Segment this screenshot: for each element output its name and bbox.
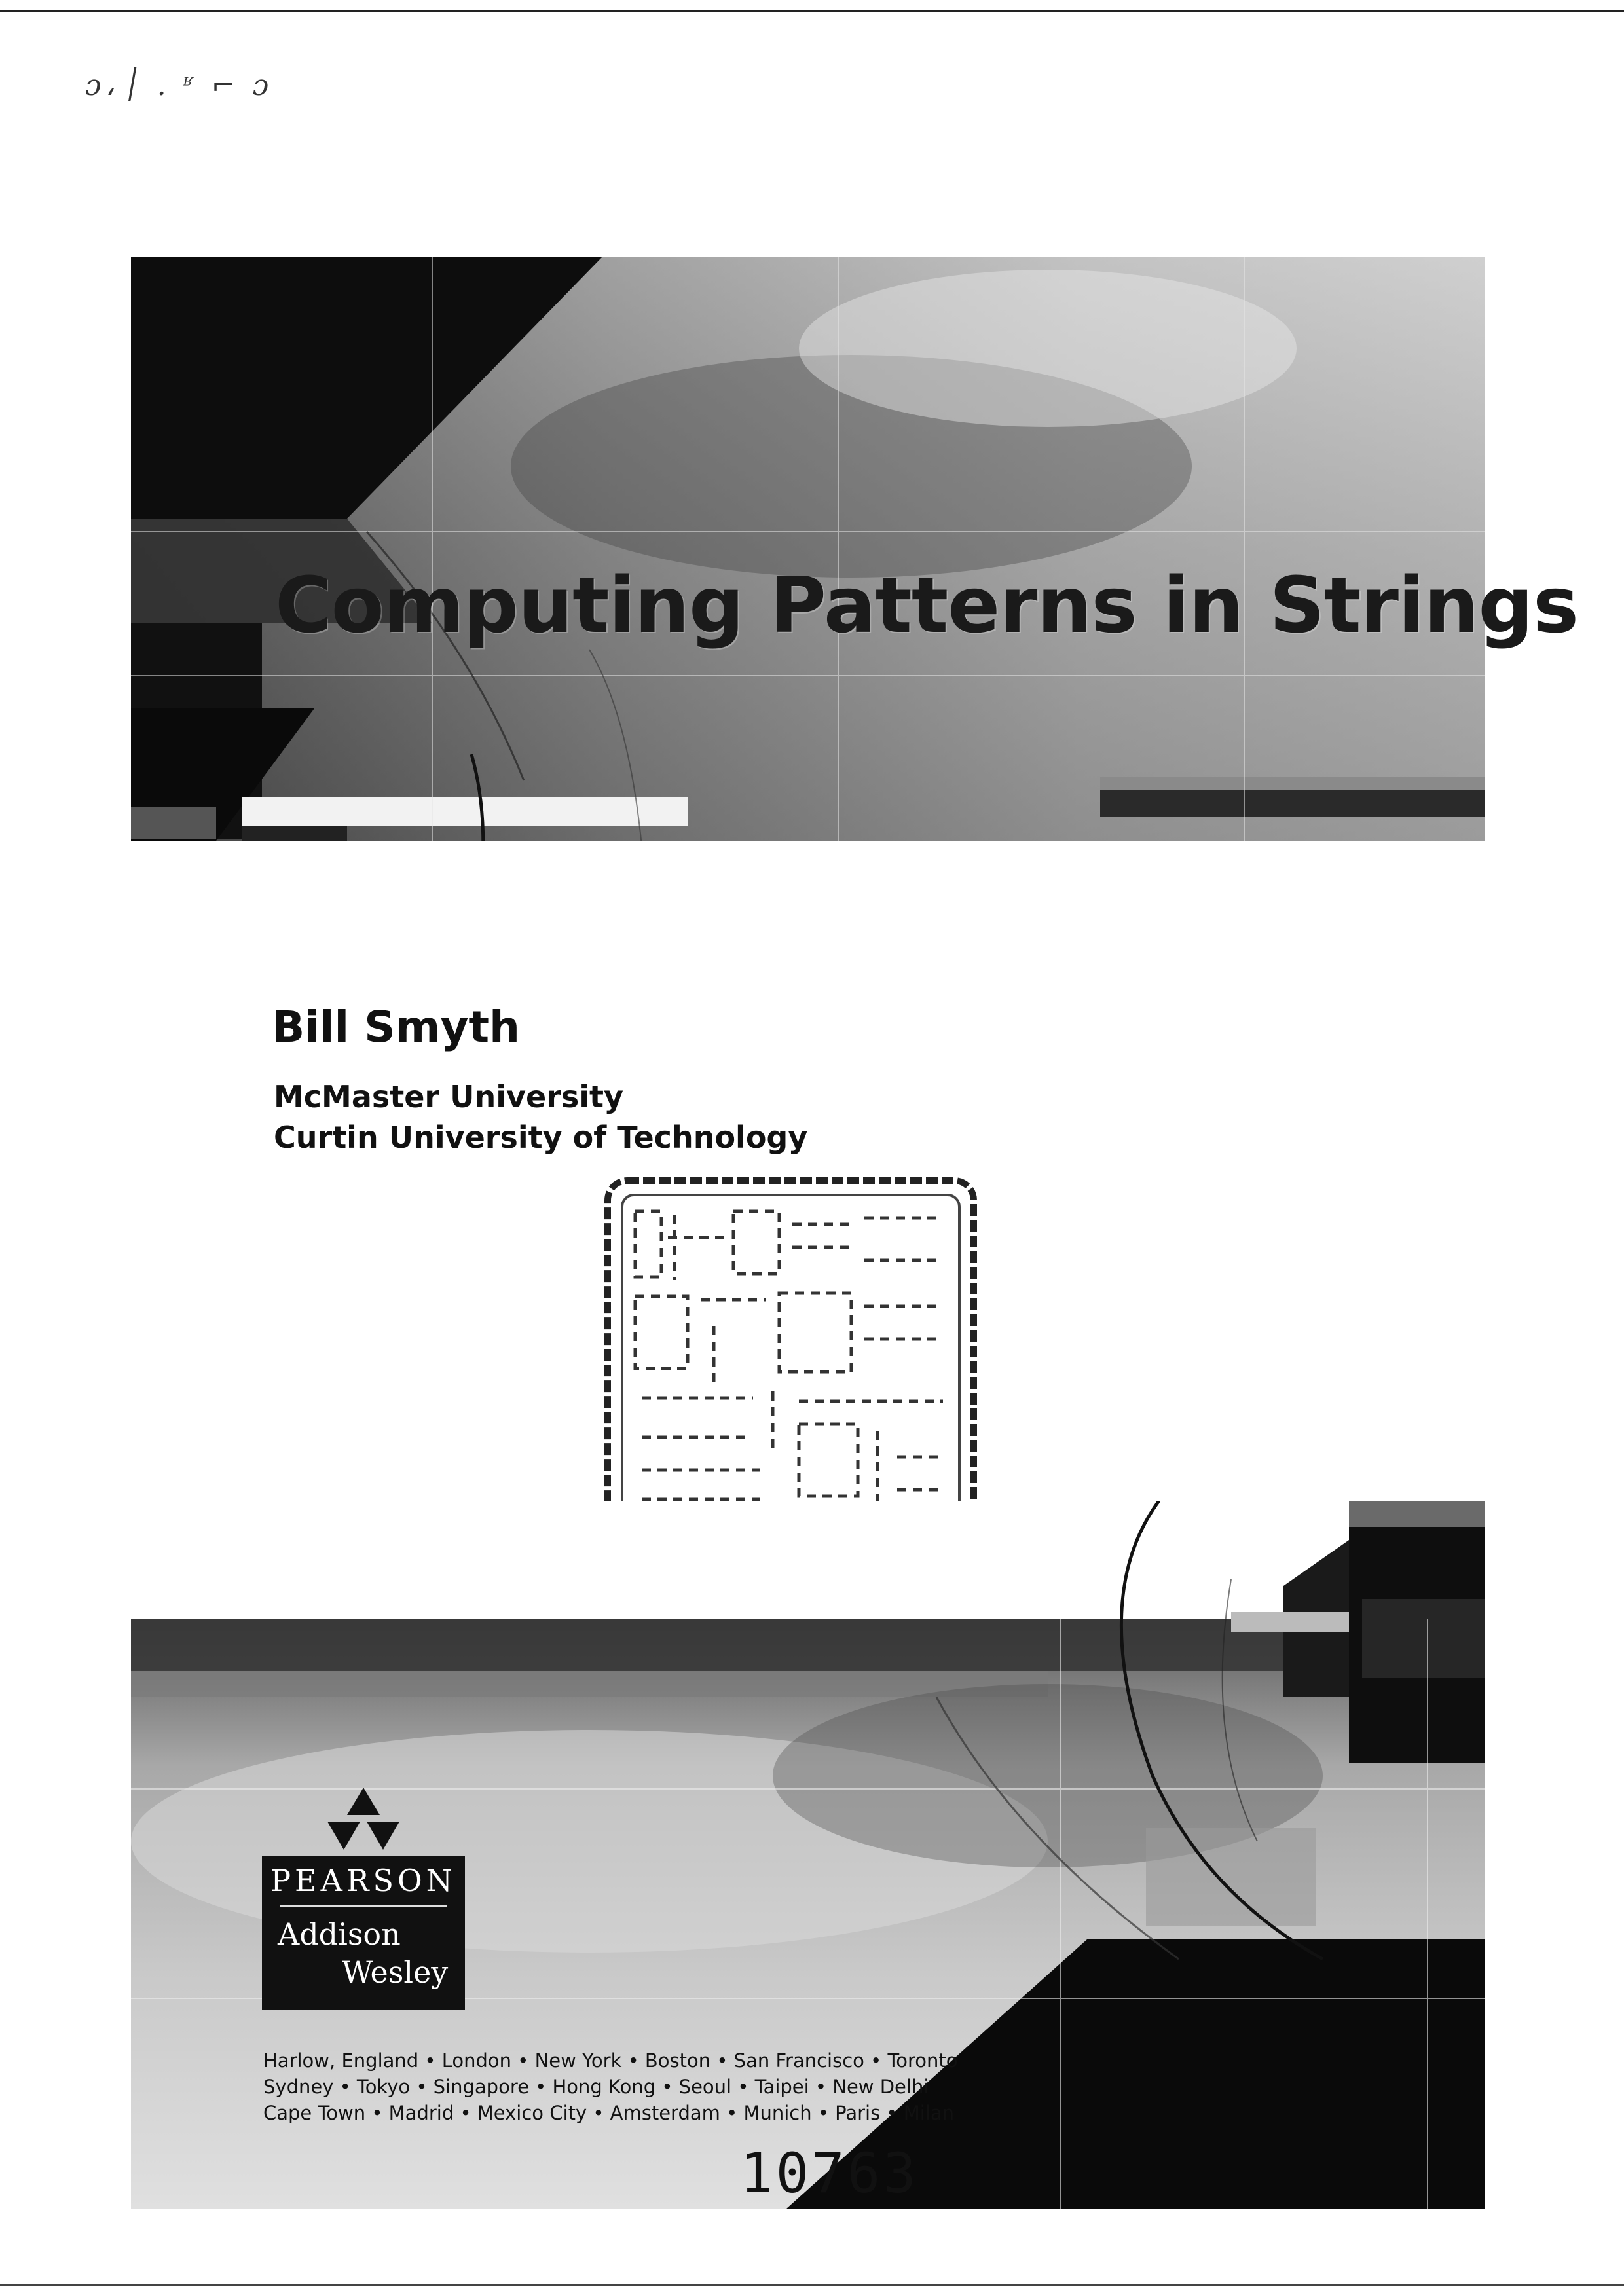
logo-divider xyxy=(280,1905,447,1907)
cover-top-graphic xyxy=(131,257,1485,841)
author-name: Bill Smyth xyxy=(272,1002,521,1052)
imprint-line-2: Wesley xyxy=(342,1955,449,1990)
imprint-line-1: Addison xyxy=(278,1917,401,1952)
publisher-name: PEARSON xyxy=(270,1863,456,1898)
handwritten-note: ɔ، ׀ . ʶ ⌐ ɔ xyxy=(85,69,273,102)
pearson-triangles-icon xyxy=(327,1788,399,1850)
accession-number: 10763 xyxy=(740,2141,919,2205)
publisher-cities: Sydney • Tokyo • Singapore • Hong Kong • Seoul • Taipei • New Delhi xyxy=(263,2076,929,2098)
publisher-cities: Cape Town • Madrid • Mexico City • Amsterdam • Munich • Paris • Milan xyxy=(263,2102,955,2124)
publisher-logo xyxy=(262,1788,465,2010)
scan-bottom-rule xyxy=(0,2284,1624,2286)
pearson-logo-box xyxy=(262,1856,465,2010)
library-stamp-icon xyxy=(602,1175,979,1545)
author-affiliation: Curtin University of Technology xyxy=(274,1120,808,1155)
publisher-cities: Harlow, England • London • New York • Boston • San Francisco • Toronto xyxy=(263,2049,958,2072)
scan-top-rule xyxy=(0,10,1624,12)
book-title: Computing Patterns in Strings xyxy=(275,560,1579,650)
author-affiliation: McMaster University xyxy=(274,1079,623,1114)
cover-top-art xyxy=(131,257,1485,841)
